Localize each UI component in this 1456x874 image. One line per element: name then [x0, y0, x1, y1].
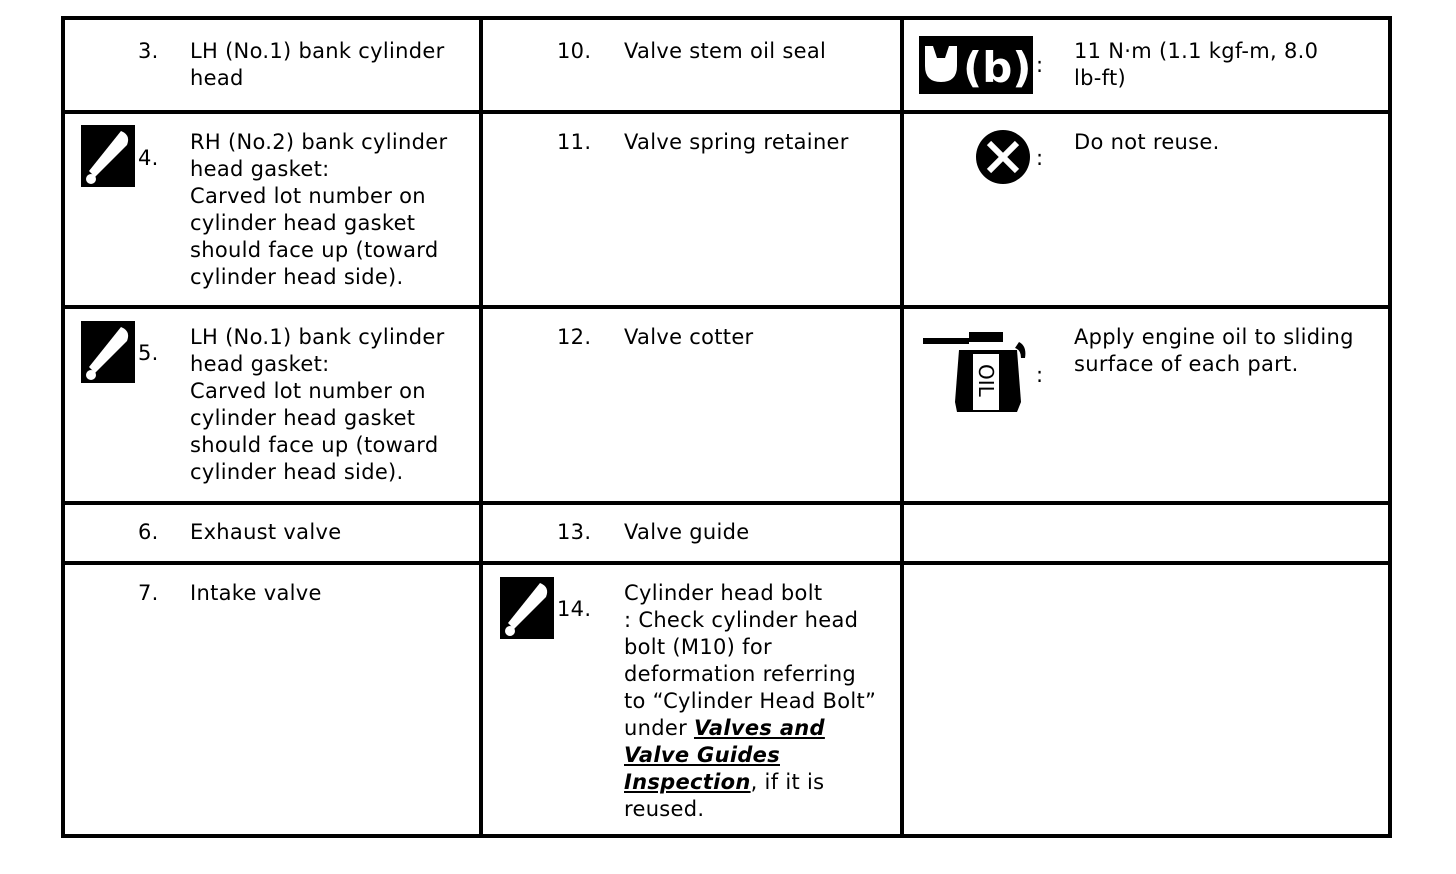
colon: : [1036, 363, 1044, 387]
item-number: 3. [138, 39, 159, 63]
colon: : [1036, 53, 1044, 77]
row-divider [65, 110, 1388, 114]
item-number: 12. [557, 325, 592, 349]
do-not-reuse-icon [975, 128, 1031, 186]
svg-text:(b): (b) [963, 43, 1032, 92]
caution-icon [81, 321, 135, 383]
valves-guides-inspection-link[interactable]: Valves and [693, 716, 825, 740]
row-divider [65, 501, 1388, 505]
caution-icon [500, 577, 554, 639]
row-divider [65, 305, 1388, 309]
item-description: LH (No.1) bank cylinder head [190, 39, 445, 90]
item-description: RH (No.2) bank cylinder head gasket: Carved lot number on cylinder head gasket should face up (toward cylinder head side). [190, 130, 448, 289]
item-number: 13. [557, 520, 592, 544]
item-number: 7. [138, 581, 159, 605]
item-description: Exhaust valve [190, 520, 342, 544]
oil-can-icon [921, 328, 1033, 416]
item-description: Intake valve [190, 581, 322, 605]
column-divider [900, 20, 904, 834]
item-description: Apply engine oil to sliding surface of each part. [1074, 325, 1354, 376]
item-description: Valve cotter [624, 325, 754, 349]
colon: : [1036, 146, 1044, 170]
item-number: 10. [557, 39, 592, 63]
item-number: 5. [138, 341, 159, 365]
torque-wrench-b-icon [919, 36, 1033, 94]
item-number: 11. [557, 130, 592, 154]
column-divider [479, 20, 483, 834]
item-description: Valve stem oil seal [624, 39, 827, 63]
item-number: 4. [138, 146, 159, 170]
item-number: 6. [138, 520, 159, 544]
svg-text:OIL: OIL [974, 364, 998, 397]
valves-guides-inspection-link[interactable]: Inspection [624, 770, 751, 794]
caution-icon [81, 125, 135, 187]
item-number: 14. [557, 597, 592, 621]
item-description: Cylinder head bolt : Check cylinder head bolt (M10) for deformation referring to “Cylinder Head Bolt” under Valves and Valve Guides Inspection, if it is reused. [624, 581, 877, 821]
item-description: 11 N·m (1.1 kgf-m, 8.0 lb-ft) [1074, 39, 1319, 90]
item-description: LH (No.1) bank cylinder head gasket: Carved lot number on cylinder head gasket should face up (toward cylinder head side). [190, 325, 445, 484]
item-description: Valve guide [624, 520, 750, 544]
row-divider [65, 561, 1388, 565]
item-description: Do not reuse. [1074, 130, 1220, 154]
valves-guides-inspection-link[interactable]: Valve Guides [624, 743, 780, 767]
item-description: Valve spring retainer [624, 130, 849, 154]
